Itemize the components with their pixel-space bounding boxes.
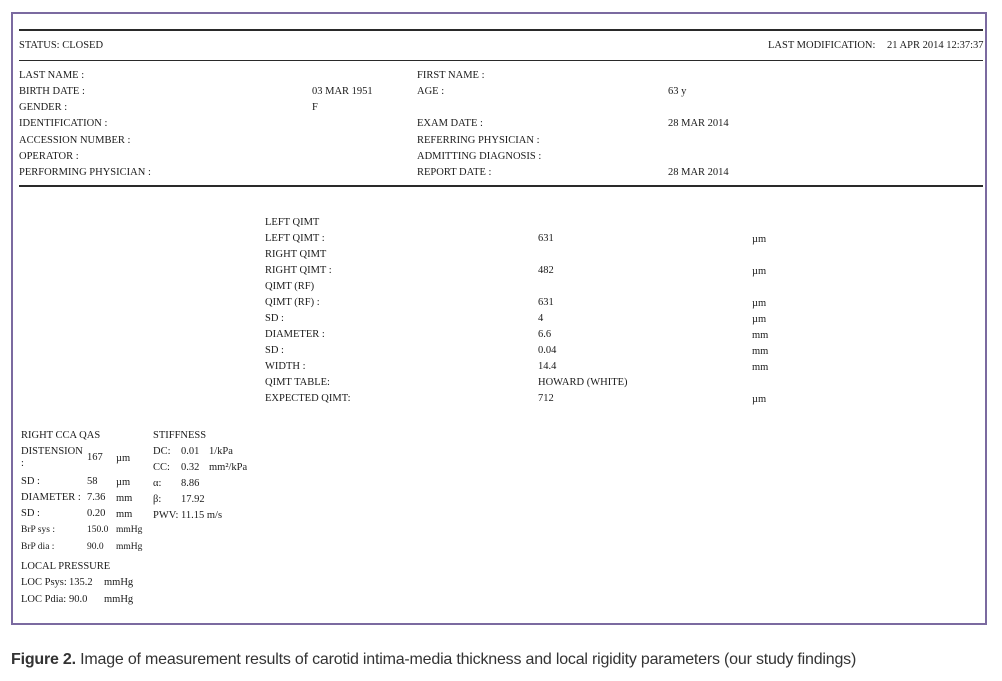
right-qimt-label: RIGHT QIMT : bbox=[265, 265, 332, 276]
cca-title: RIGHT CCA QAS bbox=[21, 430, 101, 441]
referring-physician-label: REFERRING PHYSICIAN : bbox=[417, 135, 540, 146]
cca-sd-value: 58 bbox=[87, 476, 98, 487]
left-qimt-value: 631 bbox=[538, 233, 554, 244]
gender-value: F bbox=[312, 102, 318, 113]
birth-date-label: BIRTH DATE : bbox=[19, 86, 85, 97]
qimt-sd2-value: 0.04 bbox=[538, 345, 557, 356]
right-qimt-unit: µm bbox=[752, 266, 767, 277]
loc-pdia-label: LOC Pdia: bbox=[21, 594, 67, 605]
qimt-table-label: QIMT TABLE: bbox=[265, 377, 330, 388]
figure-caption bbox=[11, 651, 856, 669]
last-modification-label: LAST MODIFICATION: bbox=[768, 40, 876, 51]
qimt-sd2-label: SD : bbox=[265, 345, 284, 356]
qimt-diameter-label: DIAMETER : bbox=[265, 329, 325, 340]
header-rule bbox=[19, 60, 983, 61]
alpha-value: 8.86 bbox=[181, 478, 200, 489]
report-date-value: 28 MAR 2014 bbox=[668, 167, 729, 178]
left-qimt-label: LEFT QIMT : bbox=[265, 233, 325, 244]
qimt-width-label: WIDTH : bbox=[265, 361, 306, 372]
operator-label: OPERATOR : bbox=[19, 151, 79, 162]
qimt-rf-unit: µm bbox=[752, 298, 767, 309]
left-qimt-title: LEFT QIMT bbox=[265, 217, 320, 228]
cca-diameter-unit: mm bbox=[116, 493, 133, 504]
loc-psys-label: LOC Psys: bbox=[21, 577, 67, 588]
qimt-sd-unit: µm bbox=[752, 314, 767, 325]
cca-sd-label: SD : bbox=[21, 476, 40, 487]
loc-pdia-unit: mmHg bbox=[104, 594, 134, 605]
cca-sd-unit: µm bbox=[116, 477, 131, 488]
expected-qimt-value: 712 bbox=[538, 393, 554, 404]
top-rule bbox=[19, 29, 983, 31]
patient-rule bbox=[19, 185, 983, 187]
brp-sys-unit: mmHg bbox=[116, 525, 143, 535]
qimt-diameter-value: 6.6 bbox=[538, 329, 552, 340]
left-qimt-unit: µm bbox=[752, 234, 767, 245]
brp-dia-unit: mmHg bbox=[116, 542, 143, 552]
cca-sd2-label: SD : bbox=[21, 508, 40, 519]
cca-diameter-value: 7.36 bbox=[87, 492, 106, 503]
report-frame bbox=[11, 12, 987, 625]
local-pressure-title: LOCAL PRESSURE bbox=[21, 561, 111, 572]
qimt-sd-label: SD : bbox=[265, 313, 284, 324]
dc-label: DC: bbox=[153, 446, 171, 457]
alpha-label: α: bbox=[153, 478, 162, 489]
pwv-value: 11.15 m/s bbox=[181, 510, 223, 521]
distension-label: DISTENSION bbox=[21, 446, 83, 457]
distension-value: 167 bbox=[87, 452, 103, 463]
first-name-label: FIRST NAME : bbox=[417, 70, 485, 81]
figure-label: Figure 2. bbox=[11, 651, 76, 668]
cc-unit: mm²/kPa bbox=[209, 462, 248, 473]
identification-label: IDENTIFICATION : bbox=[19, 118, 108, 129]
qimt-rf-title: QIMT (RF) bbox=[265, 281, 315, 292]
cca-diameter-label: DIAMETER : bbox=[21, 492, 81, 503]
last-name-label: LAST NAME : bbox=[19, 70, 85, 81]
qimt-sd2-unit: mm bbox=[752, 346, 769, 357]
brp-dia-label: BrP dia : bbox=[21, 542, 55, 552]
report-date-label: REPORT DATE : bbox=[417, 167, 492, 178]
birth-date-value: 03 MAR 1951 bbox=[312, 86, 373, 97]
accession-number-label: ACCESSION NUMBER : bbox=[19, 135, 131, 146]
cc-label: CC: bbox=[153, 462, 170, 473]
exam-date-value: 28 MAR 2014 bbox=[668, 118, 729, 129]
age-label: AGE : bbox=[417, 86, 445, 97]
expected-qimt-unit: µm bbox=[752, 394, 767, 405]
qimt-width-unit: mm bbox=[752, 362, 769, 373]
loc-psys-value: 135.2 bbox=[69, 577, 93, 588]
stiffness-title: STIFFNESS bbox=[153, 430, 207, 441]
right-qimt-title: RIGHT QIMT bbox=[265, 249, 327, 260]
distension-colon: : bbox=[21, 458, 24, 469]
figure-caption-text: Image of measurement results of carotid intima-media thickness and local rigidity parameters (our study findings) bbox=[75, 651, 857, 668]
status-text: STATUS: CLOSED bbox=[19, 40, 104, 51]
cca-sd2-value: 0.20 bbox=[87, 508, 106, 519]
beta-label: β: bbox=[153, 494, 162, 505]
qimt-rf-label: QIMT (RF) : bbox=[265, 297, 320, 308]
exam-date-label: EXAM DATE : bbox=[417, 118, 483, 129]
cc-value: 0.32 bbox=[181, 462, 200, 473]
age-value: 63 y bbox=[668, 86, 687, 97]
admitting-diagnosis-label: ADMITTING DIAGNOSIS : bbox=[417, 151, 542, 162]
qimt-table-value: HOWARD (WHITE) bbox=[538, 377, 628, 388]
brp-sys-value: 150.0 bbox=[87, 525, 109, 535]
dc-unit: 1/kPa bbox=[209, 446, 233, 457]
right-qimt-value: 482 bbox=[538, 265, 554, 276]
brp-sys-label: BrP sys : bbox=[21, 525, 55, 535]
distension-unit: µm bbox=[116, 453, 131, 464]
gender-label: GENDER : bbox=[19, 102, 68, 113]
dc-value: 0.01 bbox=[181, 446, 200, 457]
last-modification-value: 21 APR 2014 12:37:37 bbox=[887, 40, 984, 51]
loc-pdia-value: 90.0 bbox=[69, 594, 88, 605]
qimt-rf-value: 631 bbox=[538, 297, 554, 308]
cca-sd2-unit: mm bbox=[116, 509, 133, 520]
pwv-label: PWV: bbox=[153, 510, 179, 521]
brp-dia-value: 90.0 bbox=[87, 542, 104, 552]
qimt-diameter-unit: mm bbox=[752, 330, 769, 341]
loc-psys-unit: mmHg bbox=[104, 577, 134, 588]
beta-value: 17.92 bbox=[181, 494, 205, 505]
performing-physician-label: PERFORMING PHYSICIAN : bbox=[19, 167, 151, 178]
expected-qimt-label: EXPECTED QIMT: bbox=[265, 393, 351, 404]
qimt-width-value: 14.4 bbox=[538, 361, 557, 372]
qimt-sd-value: 4 bbox=[538, 313, 544, 324]
